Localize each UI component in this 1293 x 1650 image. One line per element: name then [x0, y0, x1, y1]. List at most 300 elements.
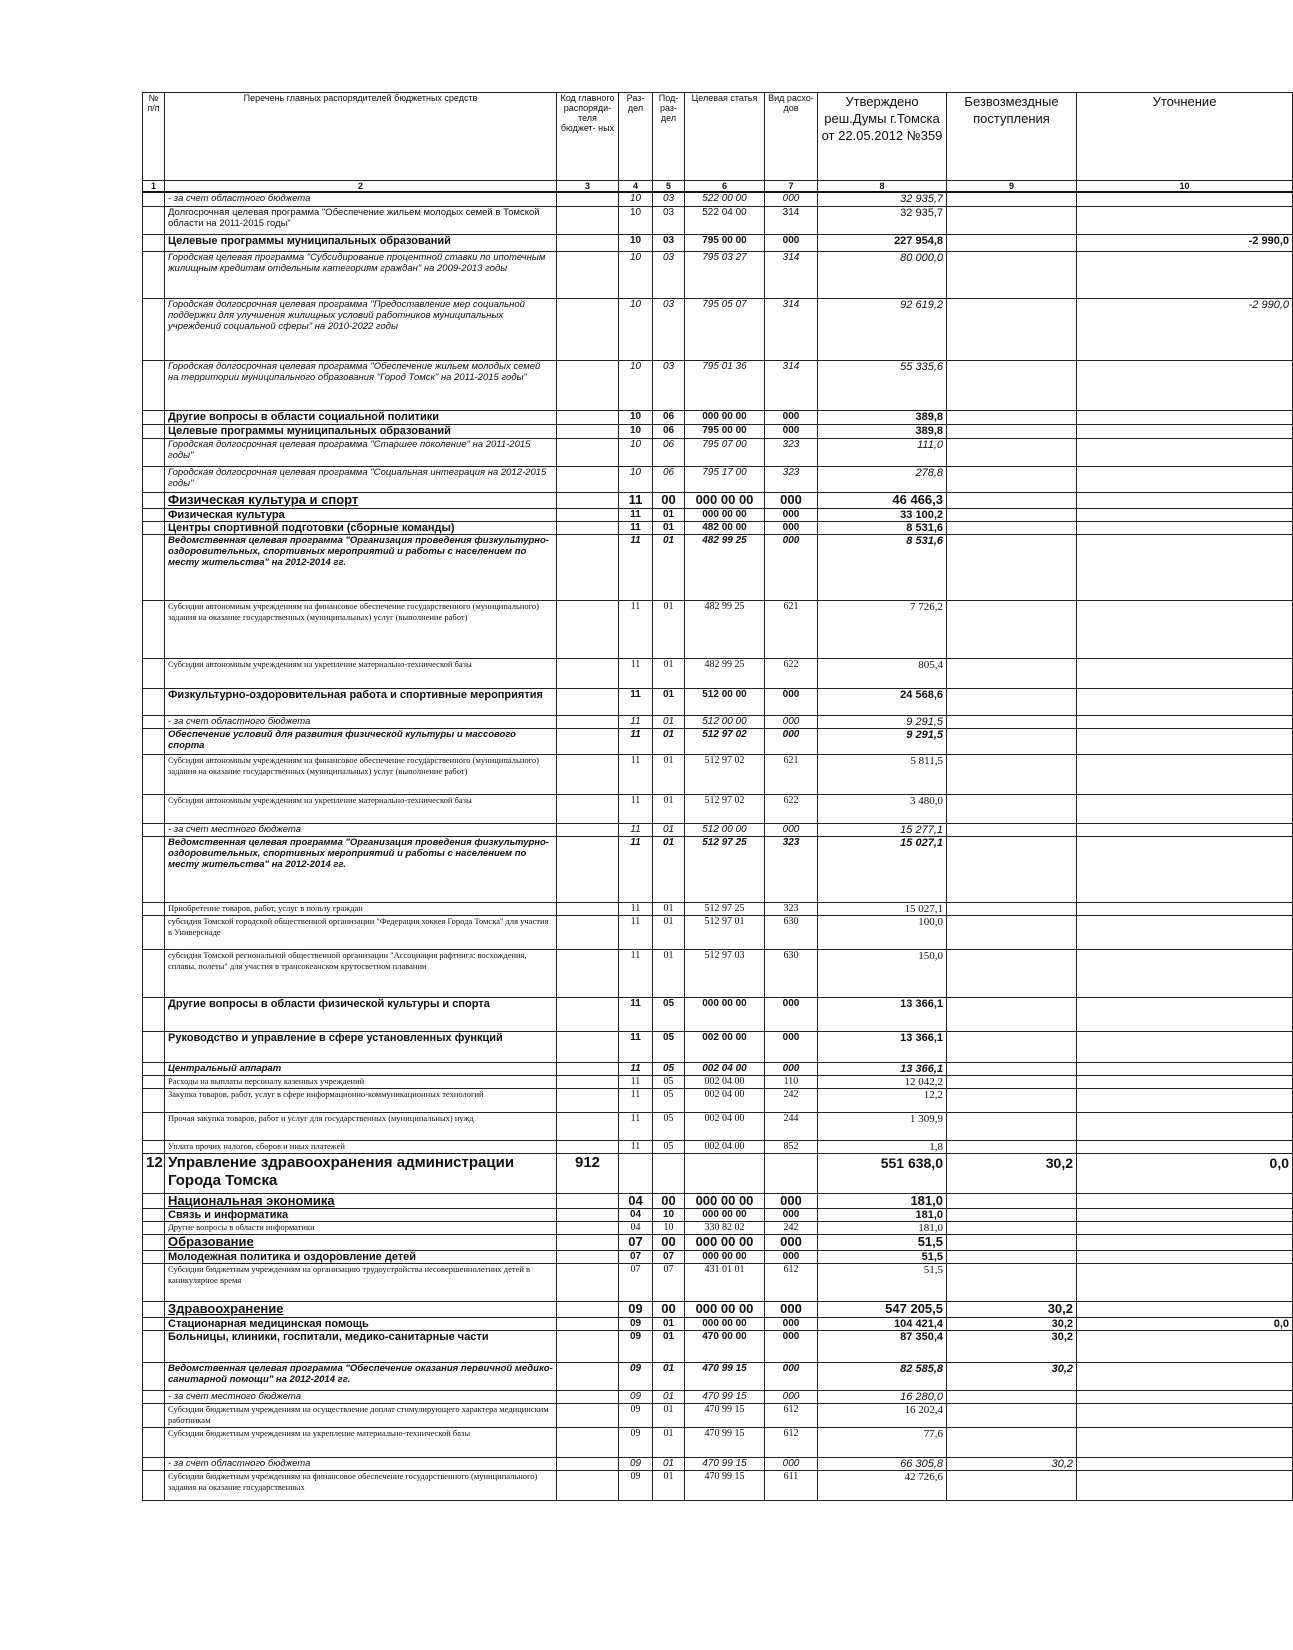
row-target-article: 000 00 00 — [685, 1208, 765, 1221]
row-target-article: 512 97 02 — [685, 754, 765, 794]
row-expense-type: 000 — [765, 997, 818, 1031]
row-target-article: 470 99 15 — [685, 1457, 765, 1470]
row-index — [143, 1330, 165, 1362]
row-section: 10 — [619, 424, 653, 438]
row-section: 09 — [619, 1390, 653, 1403]
table-row — [143, 234, 1293, 251]
row-subsection: 00 — [653, 492, 685, 508]
row-distributor-code — [557, 1301, 619, 1317]
row-section: 10 — [619, 251, 653, 298]
row-approved-amount: 12 042,2 — [818, 1075, 947, 1088]
row-index — [143, 949, 165, 997]
row-distributor-code — [557, 1470, 619, 1500]
row-distributor-code — [557, 915, 619, 949]
row-subsection: 05 — [653, 1062, 685, 1075]
row-expense-type: 852 — [765, 1140, 818, 1153]
row-grants-amount — [947, 1208, 1077, 1221]
row-section: 11 — [619, 1075, 653, 1088]
row-expense-type: 000 — [765, 1062, 818, 1075]
row-approved-amount: 1,8 — [818, 1140, 947, 1153]
row-clarification-amount — [1077, 715, 1293, 728]
row-subsection: 01 — [653, 534, 685, 600]
row-subsection: 01 — [653, 794, 685, 823]
row-name: Целевые программы муниципальных образований — [165, 424, 557, 438]
row-target-article: 795 17 00 — [685, 466, 765, 492]
row-section: 11 — [619, 508, 653, 521]
row-index — [143, 251, 165, 298]
row-distributor-code — [557, 1112, 619, 1140]
row-expense-type: 000 — [765, 1301, 818, 1317]
row-clarification-amount — [1077, 823, 1293, 836]
row-target-article: 795 01 36 — [685, 360, 765, 410]
row-index — [143, 1112, 165, 1140]
row-index — [143, 794, 165, 823]
row-subsection: 01 — [653, 715, 685, 728]
row-approved-amount: 32 935,7 — [818, 206, 947, 234]
row-expense-type: 000 — [765, 192, 818, 206]
row-target-article: 002 04 00 — [685, 1112, 765, 1140]
row-section: 09 — [619, 1301, 653, 1317]
table-row — [143, 1362, 1293, 1390]
row-subsection: 05 — [653, 1088, 685, 1112]
row-grants-amount — [947, 521, 1077, 534]
row-clarification-amount — [1077, 1221, 1293, 1234]
row-section: 11 — [619, 823, 653, 836]
row-name: Городская долгосрочная целевая программа "Социальная интеграция на 2012-2015 годы" — [165, 466, 557, 492]
row-distributor-code — [557, 206, 619, 234]
row-subsection: 01 — [653, 508, 685, 521]
row-index — [143, 534, 165, 600]
row-name: Городская долгосрочная целевая программа "Старшее поколение" на 2011-2015 годы" — [165, 438, 557, 466]
row-index — [143, 1470, 165, 1500]
row-index — [143, 1403, 165, 1427]
row-distributor-code — [557, 1193, 619, 1208]
row-index — [143, 1088, 165, 1112]
row-distributor-code — [557, 794, 619, 823]
row-name: Городская целевая программа "Субсидирование процентной ставки по ипотечным жилищным кредитам отдельным категориям граждан" на 2009-2013 годы — [165, 251, 557, 298]
row-approved-amount: 16 202,4 — [818, 1403, 947, 1427]
row-subsection: 03 — [653, 298, 685, 360]
row-section: 10 — [619, 234, 653, 251]
row-approved-amount: 66 305,8 — [818, 1457, 947, 1470]
row-approved-amount: 227 954,8 — [818, 234, 947, 251]
row-expense-type: 000 — [765, 234, 818, 251]
row-approved-amount: 12,2 — [818, 1088, 947, 1112]
row-index — [143, 1208, 165, 1221]
row-distributor-code — [557, 1031, 619, 1062]
row-index — [143, 728, 165, 754]
row-approved-amount: 13 366,1 — [818, 1062, 947, 1075]
row-index — [143, 1062, 165, 1075]
row-distributor-code — [557, 1263, 619, 1301]
row-grants-amount — [947, 728, 1077, 754]
row-name: Физкультурно-оздоровительная работа и спортивные мероприятия — [165, 688, 557, 715]
row-name: - за счет областного бюджета — [165, 1457, 557, 1470]
row-approved-amount: 104 421,4 — [818, 1317, 947, 1330]
row-index — [143, 1390, 165, 1403]
row-grants-amount — [947, 424, 1077, 438]
row-target-article: 795 07 00 — [685, 438, 765, 466]
row-index — [143, 1301, 165, 1317]
row-name: Другие вопросы в области социальной политики — [165, 410, 557, 424]
budget-table — [142, 92, 1293, 1501]
row-distributor-code — [557, 1427, 619, 1457]
row-target-article: 482 99 25 — [685, 600, 765, 658]
row-index — [143, 1317, 165, 1330]
row-distributor-code — [557, 508, 619, 521]
row-clarification-amount — [1077, 1112, 1293, 1140]
row-index — [143, 410, 165, 424]
row-name: - за счет областного бюджета — [165, 192, 557, 206]
row-clarification-amount — [1077, 410, 1293, 424]
budget-sheet — [142, 92, 1289, 1650]
row-clarification-amount — [1077, 836, 1293, 902]
row-expense-type: 000 — [765, 1193, 818, 1208]
row-index — [143, 438, 165, 466]
row-expense-type: 612 — [765, 1263, 818, 1301]
row-index — [143, 1140, 165, 1153]
row-target-article: 522 00 00 — [685, 192, 765, 206]
row-expense-type: 314 — [765, 206, 818, 234]
row-approved-amount: 547 205,5 — [818, 1301, 947, 1317]
row-approved-amount: 46 466,3 — [818, 492, 947, 508]
row-index — [143, 234, 165, 251]
row-grants-amount — [947, 251, 1077, 298]
row-section: 11 — [619, 534, 653, 600]
row-section: 04 — [619, 1193, 653, 1208]
column-number: 8 — [818, 181, 947, 193]
row-approved-amount: 9 291,5 — [818, 715, 947, 728]
table-row — [143, 1250, 1293, 1263]
table-row — [143, 1062, 1293, 1075]
row-grants-amount: 30,2 — [947, 1153, 1077, 1193]
row-distributor-code — [557, 1234, 619, 1250]
row-approved-amount: 13 366,1 — [818, 997, 947, 1031]
row-grants-amount — [947, 438, 1077, 466]
row-section: 11 — [619, 658, 653, 688]
row-subsection: 00 — [653, 1301, 685, 1317]
row-expense-type: 622 — [765, 794, 818, 823]
row-distributor-code — [557, 658, 619, 688]
row-expense-type: 611 — [765, 1470, 818, 1500]
header-distributors: Перечень главных распорядителей бюджетных средств — [165, 93, 557, 181]
department-row — [143, 1153, 1293, 1193]
row-target-article: 795 03 27 — [685, 251, 765, 298]
row-clarification-amount — [1077, 1330, 1293, 1362]
row-name: Ведомственная целевая программа "Организация проведения физкультурно-оздоровительных, спортивных мероприятий и работы с населением по месту жительства" на 2012-2014 гг. — [165, 836, 557, 902]
row-subsection: 01 — [653, 1390, 685, 1403]
row-subsection: 01 — [653, 1457, 685, 1470]
row-approved-amount: 16 280,0 — [818, 1390, 947, 1403]
table-row — [143, 1088, 1293, 1112]
row-grants-amount — [947, 234, 1077, 251]
row-subsection: 01 — [653, 836, 685, 902]
row-index — [143, 754, 165, 794]
row-section: 07 — [619, 1250, 653, 1263]
row-expense-type: 323 — [765, 902, 818, 915]
row-grants-amount — [947, 688, 1077, 715]
row-distributor-code — [557, 466, 619, 492]
row-index — [143, 1427, 165, 1457]
row-clarification-amount — [1077, 1088, 1293, 1112]
row-section: 11 — [619, 688, 653, 715]
row-grants-amount — [947, 794, 1077, 823]
table-row — [143, 1403, 1293, 1427]
row-subsection: 06 — [653, 410, 685, 424]
row-subsection: 01 — [653, 915, 685, 949]
row-approved-amount: 92 619,2 — [818, 298, 947, 360]
row-target-article: 002 04 00 — [685, 1088, 765, 1112]
header-target-article: Целевая статья — [685, 93, 765, 181]
row-index — [143, 206, 165, 234]
row-target-article: 002 04 00 — [685, 1075, 765, 1088]
row-expense-type: 314 — [765, 251, 818, 298]
row-section: 09 — [619, 1427, 653, 1457]
row-approved-amount: 278,8 — [818, 466, 947, 492]
row-distributor-code — [557, 902, 619, 915]
row-distributor-code — [557, 1403, 619, 1427]
row-distributor-code — [557, 492, 619, 508]
table-row — [143, 823, 1293, 836]
row-grants-amount — [947, 492, 1077, 508]
row-approved-amount: 15 277,1 — [818, 823, 947, 836]
row-distributor-code — [557, 728, 619, 754]
row-index — [143, 836, 165, 902]
row-clarification-amount — [1077, 1234, 1293, 1250]
row-approved-amount: 51,5 — [818, 1234, 947, 1250]
row-subsection: 00 — [653, 1234, 685, 1250]
row-index — [143, 192, 165, 206]
row-grants-amount — [947, 1427, 1077, 1457]
table-row — [143, 1457, 1293, 1470]
row-name: Ведомственная целевая программа "Обеспечение оказания первичной медико-санитарной помощи" на 2012-2014 гг. — [165, 1362, 557, 1390]
row-clarification-amount — [1077, 1075, 1293, 1088]
row-name: Расходы на выплаты персоналу казенных учреждений — [165, 1075, 557, 1088]
row-approved-amount: 181,0 — [818, 1208, 947, 1221]
row-expense-type: 000 — [765, 715, 818, 728]
row-target-article: 482 00 00 — [685, 521, 765, 534]
row-subsection: 01 — [653, 1427, 685, 1457]
row-subsection: 01 — [653, 823, 685, 836]
row-clarification-amount — [1077, 206, 1293, 234]
row-approved-amount: 100,0 — [818, 915, 947, 949]
row-distributor-code: 912 — [557, 1153, 619, 1193]
row-clarification-amount — [1077, 1457, 1293, 1470]
row-approved-amount: 13 366,1 — [818, 1031, 947, 1062]
row-approved-amount: 551 638,0 — [818, 1153, 947, 1193]
row-clarification-amount — [1077, 658, 1293, 688]
row-subsection: 07 — [653, 1250, 685, 1263]
row-subsection: 01 — [653, 1330, 685, 1362]
row-index — [143, 492, 165, 508]
row-subsection: 03 — [653, 360, 685, 410]
row-section: 10 — [619, 206, 653, 234]
column-number: 4 — [619, 181, 653, 193]
row-expense-type: 314 — [765, 298, 818, 360]
row-grants-amount — [947, 997, 1077, 1031]
column-number: 5 — [653, 181, 685, 193]
row-subsection: 05 — [653, 997, 685, 1031]
row-grants-amount — [947, 1075, 1077, 1088]
row-expense-type: 000 — [765, 534, 818, 600]
row-grants-amount — [947, 1062, 1077, 1075]
row-clarification-amount: 0,0 — [1077, 1153, 1293, 1193]
row-target-article: 470 99 15 — [685, 1362, 765, 1390]
row-grants-amount — [947, 1221, 1077, 1234]
row-name: Приобретение товаров, работ, услуг в пользу граждан — [165, 902, 557, 915]
row-subsection: 03 — [653, 206, 685, 234]
row-subsection: 06 — [653, 438, 685, 466]
row-name: Субсидии бюджетным учреждениям на укрепление материально-технической базы — [165, 1427, 557, 1457]
row-grants-amount — [947, 823, 1077, 836]
row-grants-amount: 30,2 — [947, 1362, 1077, 1390]
row-expense-type: 323 — [765, 466, 818, 492]
table-row — [143, 1031, 1293, 1062]
row-clarification-amount — [1077, 534, 1293, 600]
row-clarification-amount — [1077, 600, 1293, 658]
row-grants-amount — [947, 1234, 1077, 1250]
row-name: - за счет местного бюджета — [165, 1390, 557, 1403]
row-expense-type: 323 — [765, 836, 818, 902]
row-expense-type: 000 — [765, 521, 818, 534]
row-name: Субсидии бюджетным учреждениям на организацию трудоустройства несовершеннолетних детей в каникулярное время — [165, 1263, 557, 1301]
row-distributor-code — [557, 1317, 619, 1330]
row-expense-type: 242 — [765, 1221, 818, 1234]
table-header — [143, 93, 1293, 193]
table-row — [143, 1112, 1293, 1140]
row-grants-amount — [947, 1193, 1077, 1208]
row-subsection: 05 — [653, 1031, 685, 1062]
table-row — [143, 508, 1293, 521]
row-target-article: 000 00 00 — [685, 1301, 765, 1317]
row-section: 11 — [619, 754, 653, 794]
row-index — [143, 1234, 165, 1250]
row-target-article: 512 97 02 — [685, 728, 765, 754]
row-expense-type: 630 — [765, 949, 818, 997]
row-target-article: 512 97 03 — [685, 949, 765, 997]
row-expense-type: 323 — [765, 438, 818, 466]
row-grants-amount: 30,2 — [947, 1457, 1077, 1470]
row-name: Субсидии автономным учреждениям на финансовое обеспечение государственного (муниципального) задания на оказание государственных (муниципальных) услуг (выполнение работ) — [165, 754, 557, 794]
row-target-article: 512 97 25 — [685, 902, 765, 915]
row-expense-type: 110 — [765, 1075, 818, 1088]
row-clarification-amount — [1077, 466, 1293, 492]
row-expense-type: 000 — [765, 1250, 818, 1263]
row-distributor-code — [557, 836, 619, 902]
row-subsection: 01 — [653, 754, 685, 794]
row-grants-amount — [947, 1140, 1077, 1153]
table-row — [143, 688, 1293, 715]
row-clarification-amount: -2 990,0 — [1077, 298, 1293, 360]
header-expense-type: Вид расхо- дов — [765, 93, 818, 181]
row-index — [143, 1221, 165, 1234]
row-expense-type: 242 — [765, 1088, 818, 1112]
row-expense-type: 000 — [765, 424, 818, 438]
row-name: Ведомственная целевая программа "Организация проведения физкультурно-оздоровительных, спортивных мероприятий и работы с населением по месту жительства" на 2012-2014 гг. — [165, 534, 557, 600]
row-approved-amount: 80 000,0 — [818, 251, 947, 298]
table-row — [143, 1301, 1293, 1317]
row-distributor-code — [557, 234, 619, 251]
row-expense-type: 612 — [765, 1427, 818, 1457]
column-number: 9 — [947, 181, 1077, 193]
table-row — [143, 600, 1293, 658]
row-distributor-code — [557, 521, 619, 534]
row-name: Национальная экономика — [165, 1193, 557, 1208]
column-number: 6 — [685, 181, 765, 193]
row-name: Субсидии бюджетным учреждениям на осуществление доплат стимулирующего характера медицинским работникам — [165, 1403, 557, 1427]
row-subsection — [653, 1153, 685, 1193]
row-grants-amount — [947, 410, 1077, 424]
row-distributor-code — [557, 754, 619, 794]
row-distributor-code — [557, 997, 619, 1031]
table-row — [143, 192, 1293, 206]
row-subsection: 01 — [653, 1470, 685, 1500]
row-section: 10 — [619, 360, 653, 410]
row-name: Физическая культура — [165, 508, 557, 521]
row-section: 10 — [619, 192, 653, 206]
row-target-article: 512 00 00 — [685, 823, 765, 836]
row-name: Обеспечение условий для развития физической культуры и массового спорта — [165, 728, 557, 754]
row-approved-amount: 805,4 — [818, 658, 947, 688]
row-target-article: 795 05 07 — [685, 298, 765, 360]
header-distributor-code: Код главного распоряди- теля бюджет- ных — [557, 93, 619, 181]
row-subsection: 10 — [653, 1208, 685, 1221]
row-target-article: 470 99 15 — [685, 1390, 765, 1403]
row-distributor-code — [557, 1208, 619, 1221]
row-grants-amount — [947, 534, 1077, 600]
row-approved-amount: 15 027,1 — [818, 836, 947, 902]
row-section — [619, 1153, 653, 1193]
row-distributor-code — [557, 1457, 619, 1470]
row-index — [143, 600, 165, 658]
row-expense-type: 621 — [765, 754, 818, 794]
row-distributor-code — [557, 1088, 619, 1112]
row-subsection: 01 — [653, 658, 685, 688]
row-distributor-code — [557, 823, 619, 836]
row-distributor-code — [557, 1362, 619, 1390]
table-row — [143, 466, 1293, 492]
row-section: 11 — [619, 1112, 653, 1140]
row-section: 11 — [619, 715, 653, 728]
row-clarification-amount — [1077, 1390, 1293, 1403]
row-approved-amount: 1 309,9 — [818, 1112, 947, 1140]
row-grants-amount — [947, 1470, 1077, 1500]
row-target-article: 470 99 15 — [685, 1470, 765, 1500]
row-section: 11 — [619, 728, 653, 754]
row-section: 11 — [619, 600, 653, 658]
row-clarification-amount — [1077, 1362, 1293, 1390]
row-clarification-amount: 0,0 — [1077, 1317, 1293, 1330]
row-approved-amount: 42 726,6 — [818, 1470, 947, 1500]
row-section: 09 — [619, 1330, 653, 1362]
row-clarification-amount — [1077, 728, 1293, 754]
table-row — [143, 492, 1293, 508]
row-section: 11 — [619, 949, 653, 997]
row-grants-amount — [947, 836, 1077, 902]
row-clarification-amount — [1077, 902, 1293, 915]
row-target-article: 512 97 01 — [685, 915, 765, 949]
row-clarification-amount — [1077, 1470, 1293, 1500]
row-name: Прочая закупка товаров, работ и услуг для государственных (муниципальных) нужд — [165, 1112, 557, 1140]
row-name: Молодежная политика и оздоровление детей — [165, 1250, 557, 1263]
row-approved-amount: 111,0 — [818, 438, 947, 466]
row-section: 09 — [619, 1403, 653, 1427]
row-target-article: 512 97 25 — [685, 836, 765, 902]
row-approved-amount: 77,6 — [818, 1427, 947, 1457]
row-clarification-amount — [1077, 251, 1293, 298]
row-clarification-amount — [1077, 1250, 1293, 1263]
row-index — [143, 1263, 165, 1301]
